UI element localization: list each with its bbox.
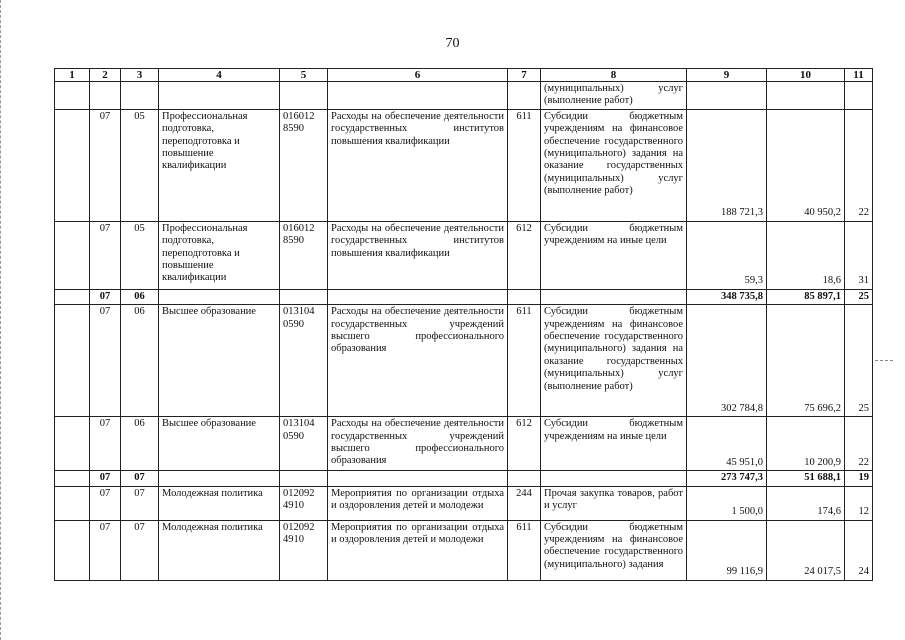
expense-description-cell (328, 471, 508, 486)
amount-plan-cell: 1 500,0 (687, 486, 767, 520)
subsection-cell: 07 (121, 486, 159, 520)
row-index-cell (55, 82, 90, 110)
amount-plan-cell: 99 116,9 (687, 520, 767, 580)
expense-type-name-cell: Субсидии бюджетным учреждениям на финансовое обеспечение государственного (муниципального) задания на оказание государственных (муниципальных) услуг (выполнение работ) (541, 305, 687, 417)
section-cell: 07 (90, 417, 121, 471)
target-article-cell (280, 471, 328, 486)
expense-type-name-cell: Субсидии бюджетным учреждениям на финансовое обеспечение государственного (муниципального) задания (541, 520, 687, 580)
percent-cell: 22 (845, 109, 873, 221)
column-header-11: 11 (845, 69, 873, 82)
expense-description-cell (328, 289, 508, 304)
section-cell: 07 (90, 221, 121, 289)
column-header-9: 9 (687, 69, 767, 82)
expense-description-cell: Расходы на обеспечение деятельности государственных учреждений высшего профессионального образования (328, 417, 508, 471)
expense-type-cell (508, 289, 541, 304)
page-number: 70 (445, 36, 460, 51)
amount-executed-cell: 174,6 (767, 486, 845, 520)
row-index-cell (55, 109, 90, 221)
section-cell: 07 (90, 471, 121, 486)
expense-type-name-cell (541, 471, 687, 486)
expense-type-name-cell: Субсидии бюджетным учреждениям на иные цели (541, 417, 687, 471)
row-index-cell (55, 520, 90, 580)
expense-type-name-cell: Субсидии бюджетным учреждениям на иные цели (541, 221, 687, 289)
expense-description-cell: Мероприятия по организации отдыха и оздоровления детей и молодежи (328, 486, 508, 520)
expense-type-cell (508, 82, 541, 110)
section-cell: 07 (90, 486, 121, 520)
subsection-cell (121, 82, 159, 110)
expense-type-name-cell: Субсидии бюджетным учреждениям на финансовое обеспечение государственного (муниципального) задания на оказание государственных (муниципальных) услуг (выполнение работ) (541, 109, 687, 221)
section-cell (90, 82, 121, 110)
expense-description-cell: Расходы на обеспечение деятельности государственных учреждений высшего профессионального образования (328, 305, 508, 417)
subtotal-row (55, 289, 873, 304)
percent-cell: 25 (845, 289, 873, 304)
binding-edge-mark (0, 0, 3, 640)
section-name-cell: Профессиональная подготовка, переподготовка и повышение квалификации (159, 109, 280, 221)
target-article-cell: 016012 8590 (280, 109, 328, 221)
budget-table (54, 68, 873, 581)
amount-executed-cell: 40 950,2 (767, 109, 845, 221)
column-header-6: 6 (328, 69, 508, 82)
target-article-cell: 012092 4910 (280, 486, 328, 520)
expense-type-name-cell: Прочая закупка товаров, работ и услуг (541, 486, 687, 520)
expense-type-cell: 612 (508, 417, 541, 471)
target-article-cell (280, 289, 328, 304)
amount-executed-cell (767, 82, 845, 110)
amount-executed-cell: 75 696,2 (767, 305, 845, 417)
column-header-10: 10 (767, 69, 845, 82)
table-row (55, 109, 873, 221)
expense-type-cell: 612 (508, 221, 541, 289)
expense-type-cell: 611 (508, 520, 541, 580)
amount-executed-cell: 18,6 (767, 221, 845, 289)
subtotal-row (55, 471, 873, 486)
percent-cell: 31 (845, 221, 873, 289)
target-article-cell: 016012 8590 (280, 221, 328, 289)
expense-description-cell: Расходы на обеспечение деятельности государственных институтов повышения квалификации (328, 109, 508, 221)
subsection-cell: 05 (121, 221, 159, 289)
amount-plan-cell: 273 747,3 (687, 471, 767, 486)
amount-plan-cell: 302 784,8 (687, 305, 767, 417)
row-index-cell (55, 471, 90, 486)
expense-type-name-cell (541, 289, 687, 304)
amount-plan-cell: 45 951,0 (687, 417, 767, 471)
column-header-3: 3 (121, 69, 159, 82)
subsection-cell: 05 (121, 109, 159, 221)
row-index-cell (55, 289, 90, 304)
section-name-cell: Высшее образование (159, 305, 280, 417)
row-index-cell (55, 305, 90, 417)
table-row (55, 305, 873, 417)
column-header-5: 5 (280, 69, 328, 82)
amount-plan-cell (687, 82, 767, 110)
column-header-7: 7 (508, 69, 541, 82)
expense-type-cell: 244 (508, 486, 541, 520)
section-cell: 07 (90, 520, 121, 580)
percent-cell: 12 (845, 486, 873, 520)
target-article-cell: 013104 0590 (280, 417, 328, 471)
section-name-cell (159, 82, 280, 110)
amount-executed-cell: 51 688,1 (767, 471, 845, 486)
column-header-2: 2 (90, 69, 121, 82)
row-index-cell (55, 486, 90, 520)
section-name-cell: Высшее образование (159, 417, 280, 471)
table-row (55, 221, 873, 289)
expense-type-cell: 611 (508, 109, 541, 221)
target-article-cell (280, 82, 328, 110)
subsection-cell: 06 (121, 289, 159, 304)
amount-executed-cell: 85 897,1 (767, 289, 845, 304)
expense-description-cell (328, 82, 508, 110)
section-name-cell (159, 471, 280, 486)
header-row (55, 69, 873, 82)
percent-cell: 24 (845, 520, 873, 580)
section-cell: 07 (90, 109, 121, 221)
column-header-8: 8 (541, 69, 687, 82)
target-article-cell: 013104 0590 (280, 305, 328, 417)
section-name-cell (159, 289, 280, 304)
amount-executed-cell: 24 017,5 (767, 520, 845, 580)
subsection-cell: 06 (121, 417, 159, 471)
amount-executed-cell: 10 200,9 (767, 417, 845, 471)
expense-type-cell: 611 (508, 305, 541, 417)
section-name-cell: Профессиональная подготовка, переподготовка и повышение квалификации (159, 221, 280, 289)
expense-type-name-cell: (муниципальных) услуг (выполнение работ) (541, 82, 687, 110)
margin-mark (875, 360, 893, 361)
subsection-cell: 06 (121, 305, 159, 417)
row-index-cell (55, 221, 90, 289)
table-row (55, 520, 873, 580)
expense-description-cell: Расходы на обеспечение деятельности государственных институтов повышения квалификации (328, 221, 508, 289)
amount-plan-cell: 59,3 (687, 221, 767, 289)
section-cell: 07 (90, 305, 121, 417)
section-name-cell: Молодежная политика (159, 486, 280, 520)
column-header-4: 4 (159, 69, 280, 82)
percent-cell (845, 82, 873, 110)
target-article-cell: 012092 4910 (280, 520, 328, 580)
percent-cell: 19 (845, 471, 873, 486)
subsection-cell: 07 (121, 471, 159, 486)
column-header-1: 1 (55, 69, 90, 82)
expense-type-cell (508, 471, 541, 486)
budget-table-frame (54, 68, 873, 581)
amount-plan-cell: 348 735,8 (687, 289, 767, 304)
table-body (55, 82, 873, 581)
section-cell: 07 (90, 289, 121, 304)
table-row (55, 486, 873, 520)
subsection-cell: 07 (121, 520, 159, 580)
row-index-cell (55, 417, 90, 471)
percent-cell: 25 (845, 305, 873, 417)
table-row (55, 82, 873, 110)
expense-description-cell: Мероприятия по организации отдыха и оздоровления детей и молодежи (328, 520, 508, 580)
amount-plan-cell: 188 721,3 (687, 109, 767, 221)
table-row (55, 417, 873, 471)
percent-cell: 22 (845, 417, 873, 471)
section-name-cell: Молодежная политика (159, 520, 280, 580)
